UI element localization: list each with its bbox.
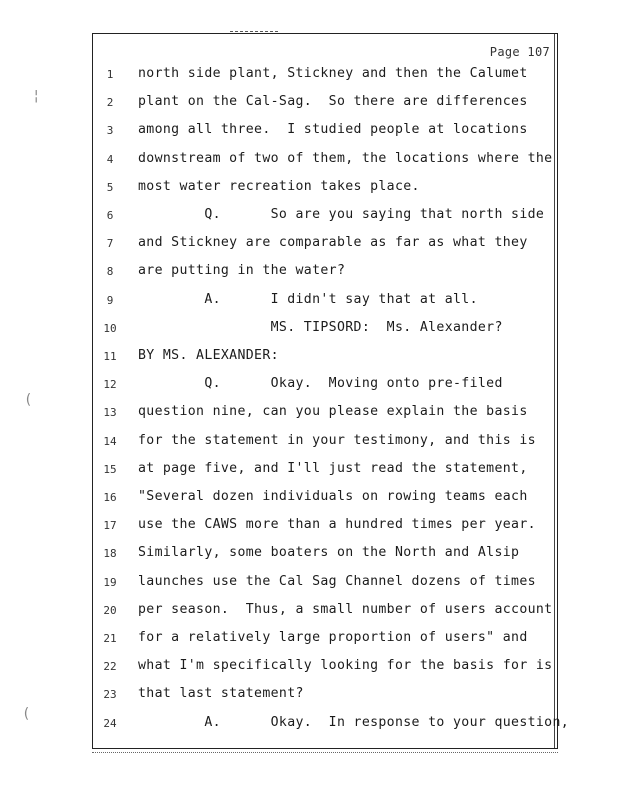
- line-text: A. Okay. In response to your question,: [138, 714, 570, 730]
- transcript-line: [0, 263, 618, 283]
- transcript-line: [0, 348, 618, 368]
- line-text: Similarly, some boaters on the North and Alsip: [138, 545, 520, 561]
- transcript-line: [0, 517, 618, 537]
- transcript-line: [0, 574, 618, 594]
- line-number: 2: [106, 96, 114, 110]
- transcript-line: [0, 122, 618, 142]
- line-number: 12: [103, 378, 117, 392]
- line-text: launches use the Cal Sag Channel dozens of times: [138, 573, 536, 589]
- transcript-line: [0, 404, 618, 424]
- page-number: Page 107: [489, 45, 550, 59]
- line-number: 11: [103, 350, 117, 363]
- line-text: for a relatively large proportion of users" and: [138, 630, 528, 645]
- line-text: BY MS. ALEXANDER:: [138, 348, 279, 363]
- line-number: 20: [103, 603, 117, 617]
- transcript-line: [0, 489, 618, 509]
- transcript-line: [0, 151, 618, 171]
- line-text: A. I didn't say that at all.: [138, 291, 478, 307]
- hole-punch-mark-bottom: (: [22, 706, 31, 722]
- line-text: question nine, can you please explain the basis: [138, 404, 528, 420]
- line-number: 24: [103, 716, 117, 730]
- line-number: 4: [106, 152, 114, 166]
- transcript-line: [0, 545, 618, 565]
- line-number: 14: [103, 434, 117, 448]
- line-number: 17: [103, 519, 117, 533]
- transcript-line: [0, 94, 618, 114]
- line-text: at page five, and I'll just read the statement,: [138, 460, 528, 476]
- line-text: that last statement?: [138, 686, 304, 702]
- bottom-rule: [92, 752, 558, 754]
- transcript-line: [0, 630, 618, 650]
- line-number: 7: [106, 237, 114, 251]
- transcript-line: [0, 433, 618, 453]
- line-text: MS. TIPSORD: Ms. Alexander?: [138, 319, 503, 335]
- line-number: 9: [106, 293, 114, 307]
- hole-punch-mark-middle: (: [24, 392, 33, 408]
- line-text: per season. Thus, a small number of users account: [138, 601, 553, 617]
- line-text: are putting in the water?: [138, 263, 346, 279]
- line-number: 5: [106, 180, 114, 194]
- line-text: downstream of two of them, the locations where the: [138, 150, 553, 166]
- hole-punch-mark-top: ¦: [32, 88, 41, 104]
- line-number: 16: [103, 491, 117, 504]
- transcript-line: [0, 179, 618, 199]
- line-number: 23: [103, 688, 117, 702]
- transcript-line: [0, 235, 618, 255]
- line-number: 15: [103, 462, 117, 476]
- line-text: most water recreation takes place.: [138, 178, 420, 194]
- line-number: 8: [106, 265, 114, 279]
- line-number: 21: [103, 632, 117, 645]
- transcript-line: [0, 602, 618, 622]
- line-text: among all three. I studied people at locations: [138, 122, 528, 138]
- transcript-line: [0, 658, 618, 678]
- line-number: 13: [103, 406, 117, 420]
- line-number: 18: [103, 547, 117, 561]
- line-number: 6: [106, 209, 114, 222]
- transcript-line: [0, 207, 618, 227]
- line-text: and Stickney are comparable as far as what they: [138, 235, 528, 251]
- line-text: plant on the Cal-Sag. So there are differences: [138, 94, 528, 110]
- line-text: Q. So are you saying that north side: [138, 207, 545, 222]
- line-text: what I'm specifically looking for the basis for is: [138, 658, 553, 674]
- line-number: 10: [103, 321, 117, 335]
- line-number: 1: [106, 68, 114, 81]
- transcript-line: [0, 461, 618, 481]
- transcript-line: [0, 320, 618, 340]
- line-text: north side plant, Stickney and then the Calumet: [138, 66, 528, 81]
- line-number: 19: [103, 575, 117, 589]
- line-text: Q. Okay. Moving onto pre-filed: [138, 376, 503, 392]
- transcript-line: [0, 66, 618, 86]
- transcript-line: [0, 686, 618, 706]
- line-text: "Several dozen individuals on rowing teams each: [138, 489, 528, 504]
- line-number: 22: [103, 660, 117, 674]
- line-text: use the CAWS more than a hundred times per year.: [138, 517, 536, 533]
- transcript-line: [0, 376, 618, 396]
- transcript-line: [0, 715, 618, 735]
- line-text: for the statement in your testimony, and this is: [138, 432, 536, 448]
- line-number: 3: [106, 124, 114, 138]
- transcript-line: [0, 292, 618, 312]
